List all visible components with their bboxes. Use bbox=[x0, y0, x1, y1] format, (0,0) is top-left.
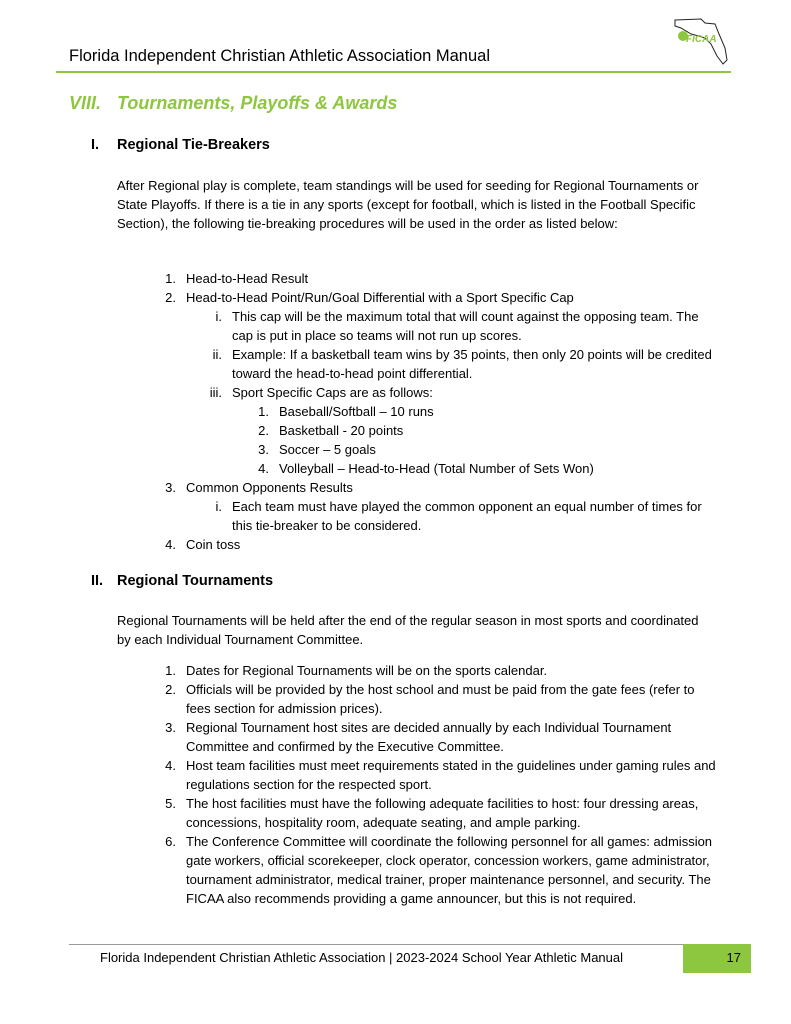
list-item bbox=[258, 402, 731, 421]
paragraph: Regional Tournaments will be held after the end of the regular season in most sports and coordinated by each Individual Tournament Committee. bbox=[117, 613, 699, 647]
page-number: 17 bbox=[726, 950, 741, 965]
list-item-text: Coin toss bbox=[186, 537, 241, 552]
section-title-text: Tournaments, Playoffs & Awards bbox=[117, 93, 398, 113]
list-item-text: This cap will be the maximum total that will count against the opposing team. The cap is put in place so teams will not run up scores. bbox=[232, 309, 699, 343]
list-item-text: Officials will be provided by the host school and must be paid from the gate fees (refer to fees section for admission prices). bbox=[186, 682, 695, 716]
list-item-text: The Conference Committee will coordinate the following personnel for all games: admission gate workers, official scorekeeper, clock operator, concession workers, game administrator, tournament administrator, medical trainer, proper maintenance personnel, and security. The FICAA also recommends providing a game announcer, but this is not required. bbox=[186, 834, 713, 906]
list-item bbox=[258, 459, 731, 478]
logo-text: FICAA bbox=[686, 34, 717, 45]
list-item-text: Host team facilities must meet requirements stated in the guidelines under gaming rules and regulations section for the respected sport. bbox=[186, 758, 716, 792]
list-item-text: Sport Specific Caps are as follows: bbox=[232, 385, 433, 400]
list-marker: 4. bbox=[258, 461, 269, 476]
list-marker: 3. bbox=[165, 480, 176, 495]
list-item bbox=[165, 288, 731, 307]
list-item bbox=[165, 478, 731, 497]
list-marker: 2. bbox=[165, 290, 176, 305]
list-item bbox=[258, 440, 731, 459]
list-marker: i. bbox=[215, 499, 222, 514]
tie-breaker-list bbox=[165, 269, 731, 554]
list-item bbox=[209, 383, 731, 402]
list-marker: 1. bbox=[165, 271, 176, 286]
subsection-heading-2 bbox=[91, 573, 274, 589]
subsection-number: I. bbox=[91, 137, 100, 153]
regional-tournament-list bbox=[165, 661, 731, 908]
footer-divider bbox=[69, 944, 683, 945]
list-item bbox=[165, 794, 711, 832]
section-title bbox=[69, 93, 397, 114]
list-item-text: Baseball/Softball – 10 runs bbox=[279, 404, 434, 419]
list-item-text: The host facilities must have the following adequate facilities to host: four dressing areas, concessions, hospitality room, adequate seating, and ample parking. bbox=[186, 796, 699, 830]
list-marker: 2. bbox=[165, 682, 176, 697]
ficaa-logo bbox=[671, 14, 729, 66]
list-item bbox=[212, 345, 722, 383]
list-item bbox=[165, 661, 731, 680]
header-divider bbox=[56, 71, 731, 73]
subsection-heading-1 bbox=[91, 137, 270, 153]
list-marker: ii. bbox=[212, 347, 222, 362]
footer-text: Florida Independent Christian Athletic Association | 2023-2024 School Year Athletic Manual bbox=[100, 950, 623, 965]
list-item bbox=[165, 269, 731, 288]
list-item bbox=[165, 832, 721, 908]
subsection-title: Regional Tie-Breakers bbox=[117, 137, 270, 153]
list-item-text: Each team must have played the common opponent an equal number of times for this tie-breaker to be considered. bbox=[232, 499, 702, 533]
list-item bbox=[258, 421, 731, 440]
list-item-text: Volleyball – Head-to-Head (Total Number of Sets Won) bbox=[279, 461, 594, 476]
list-item bbox=[165, 535, 731, 554]
section-number: VIII. bbox=[69, 93, 102, 113]
list-item-text: Head-to-Head Result bbox=[186, 271, 309, 286]
list-item-text: Example: If a basketball team wins by 35 points, then only 20 points will be credited toward the head-to-head point differential. bbox=[232, 347, 712, 381]
list-item-text: Dates for Regional Tournaments will be on the sports calendar. bbox=[186, 663, 548, 678]
list-item bbox=[215, 307, 722, 345]
list-marker: 4. bbox=[165, 537, 176, 552]
list-marker: 3. bbox=[165, 720, 176, 735]
list-marker: 3. bbox=[258, 442, 269, 457]
list-marker: 2. bbox=[258, 423, 269, 438]
list-marker: 4. bbox=[165, 758, 176, 773]
list-marker: i. bbox=[215, 309, 222, 324]
subsection-title: Regional Tournaments bbox=[117, 573, 274, 589]
list-item-text: Soccer – 5 goals bbox=[279, 442, 376, 457]
list-item-text: Common Opponents Results bbox=[186, 480, 353, 495]
list-item bbox=[215, 497, 722, 535]
list-marker: iii. bbox=[209, 385, 222, 400]
subsection-number: II. bbox=[91, 573, 104, 589]
paragraph: After Regional play is complete, team standings will be used for seeding for Regional Tournaments or State Playoffs. If there is a tie in any sports (except for football, which is listed in the Football Specific Section), the following tie-breaking procedures will be used in the order as listed below: bbox=[117, 178, 699, 231]
header-title: Florida Independent Christian Athletic Association Manual bbox=[69, 47, 490, 65]
list-item bbox=[165, 680, 706, 718]
list-marker: 5. bbox=[165, 796, 176, 811]
list-item-text: Regional Tournament host sites are decided annually by each Individual Tournament Committee and confirmed by the Executive Committee. bbox=[186, 720, 672, 754]
list-item bbox=[165, 718, 731, 756]
list-marker: 6. bbox=[165, 834, 176, 849]
list-item bbox=[165, 756, 716, 794]
list-marker: 1. bbox=[165, 663, 176, 678]
list-item-text: Basketball - 20 points bbox=[279, 423, 404, 438]
list-item-text: Head-to-Head Point/Run/Goal Differential with a Sport Specific Cap bbox=[186, 290, 574, 305]
list-marker: 1. bbox=[258, 404, 269, 419]
